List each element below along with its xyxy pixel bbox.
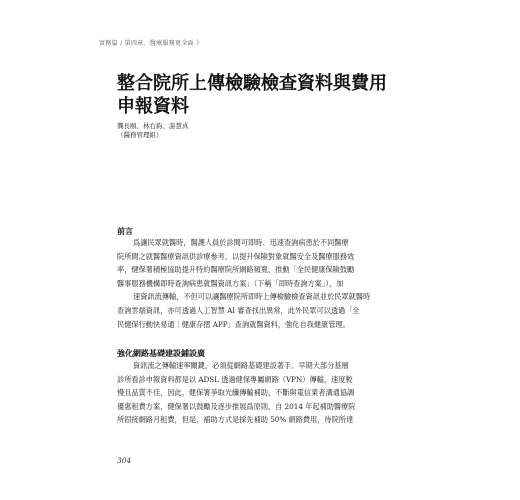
paragraph-line: 查詢雲端資訊，亦可透過人工智慧 AI 審查找出異常，此外民眾可以透過「全 xyxy=(117,305,360,315)
paragraph-line: 率，健保署積極協助提升特約醫療院所網路頻寬，推動「全民健康保險鼓勵 xyxy=(117,265,355,275)
paragraph-line: 爲讓民眾就醫時，醫護人員於診間可即時、迅速查詢病患於不同醫療 xyxy=(133,238,349,247)
section-body-network xyxy=(117,359,407,427)
section-body-introduction xyxy=(117,236,407,331)
author-block xyxy=(117,122,189,140)
paragraph-line: 民健保行動快易通｜健康存摺 APP」查詢就醫資料，強化自我健康管理。 xyxy=(117,319,350,329)
article-title-line-2: 申報資料 xyxy=(117,96,189,117)
paragraph-line: 所固接網路月租費，但是，補助方式是採先補助 50% 網路費用，待院所達 xyxy=(117,415,354,425)
paragraph-line: 診所看診申報資料都是以 ADSL 透過健保專屬網路（VPN）傳輸，速度較 xyxy=(117,374,353,384)
article-title-line-1: 整合院所上傳檢驗檢查資料與費用 xyxy=(117,73,387,94)
author-names: 龔長頤、林右鈞、游慧真 xyxy=(117,122,189,130)
paragraph-line: 醫事服務機構即時查詢病患就醫資訊方案」（下稱「即時查詢方案」），加 xyxy=(117,278,344,288)
running-head: 實務篇 ∕ 第四章．醫療服務更全面 》 xyxy=(99,40,203,47)
page-number: 304 xyxy=(117,456,132,465)
paragraph-line: 慢且品質不佳，因此，健保署爭取光纖傳輸補助，不斷與電信業者溝通協調 xyxy=(117,388,355,398)
section-heading-introduction: 前言 xyxy=(117,227,133,236)
paragraph-line: 優惠租費方案，健保署以鼓勵及逐步推展爲原則，自 2014 年起補助醫療院 xyxy=(117,401,356,411)
paragraph-line: 院所間之就醫醫療資訊供診療參考，以提升保險對象就醫安全及醫療服務效 xyxy=(117,251,355,261)
paragraph-line: 資訊流之傳輸速率關鍵，必須從網路基礎建設著手。早期大部分基層 xyxy=(133,361,349,370)
author-affiliation: （醫務管理組） xyxy=(117,131,163,139)
paragraph-line: 速資訊流傳輸，不但可以讓醫療院所即時上傳檢驗檢查資訊並於民眾就醫時 xyxy=(133,292,371,302)
section-heading-network: 強化網路基礎建設鋪設廣 xyxy=(117,349,205,358)
article-title xyxy=(117,72,417,118)
